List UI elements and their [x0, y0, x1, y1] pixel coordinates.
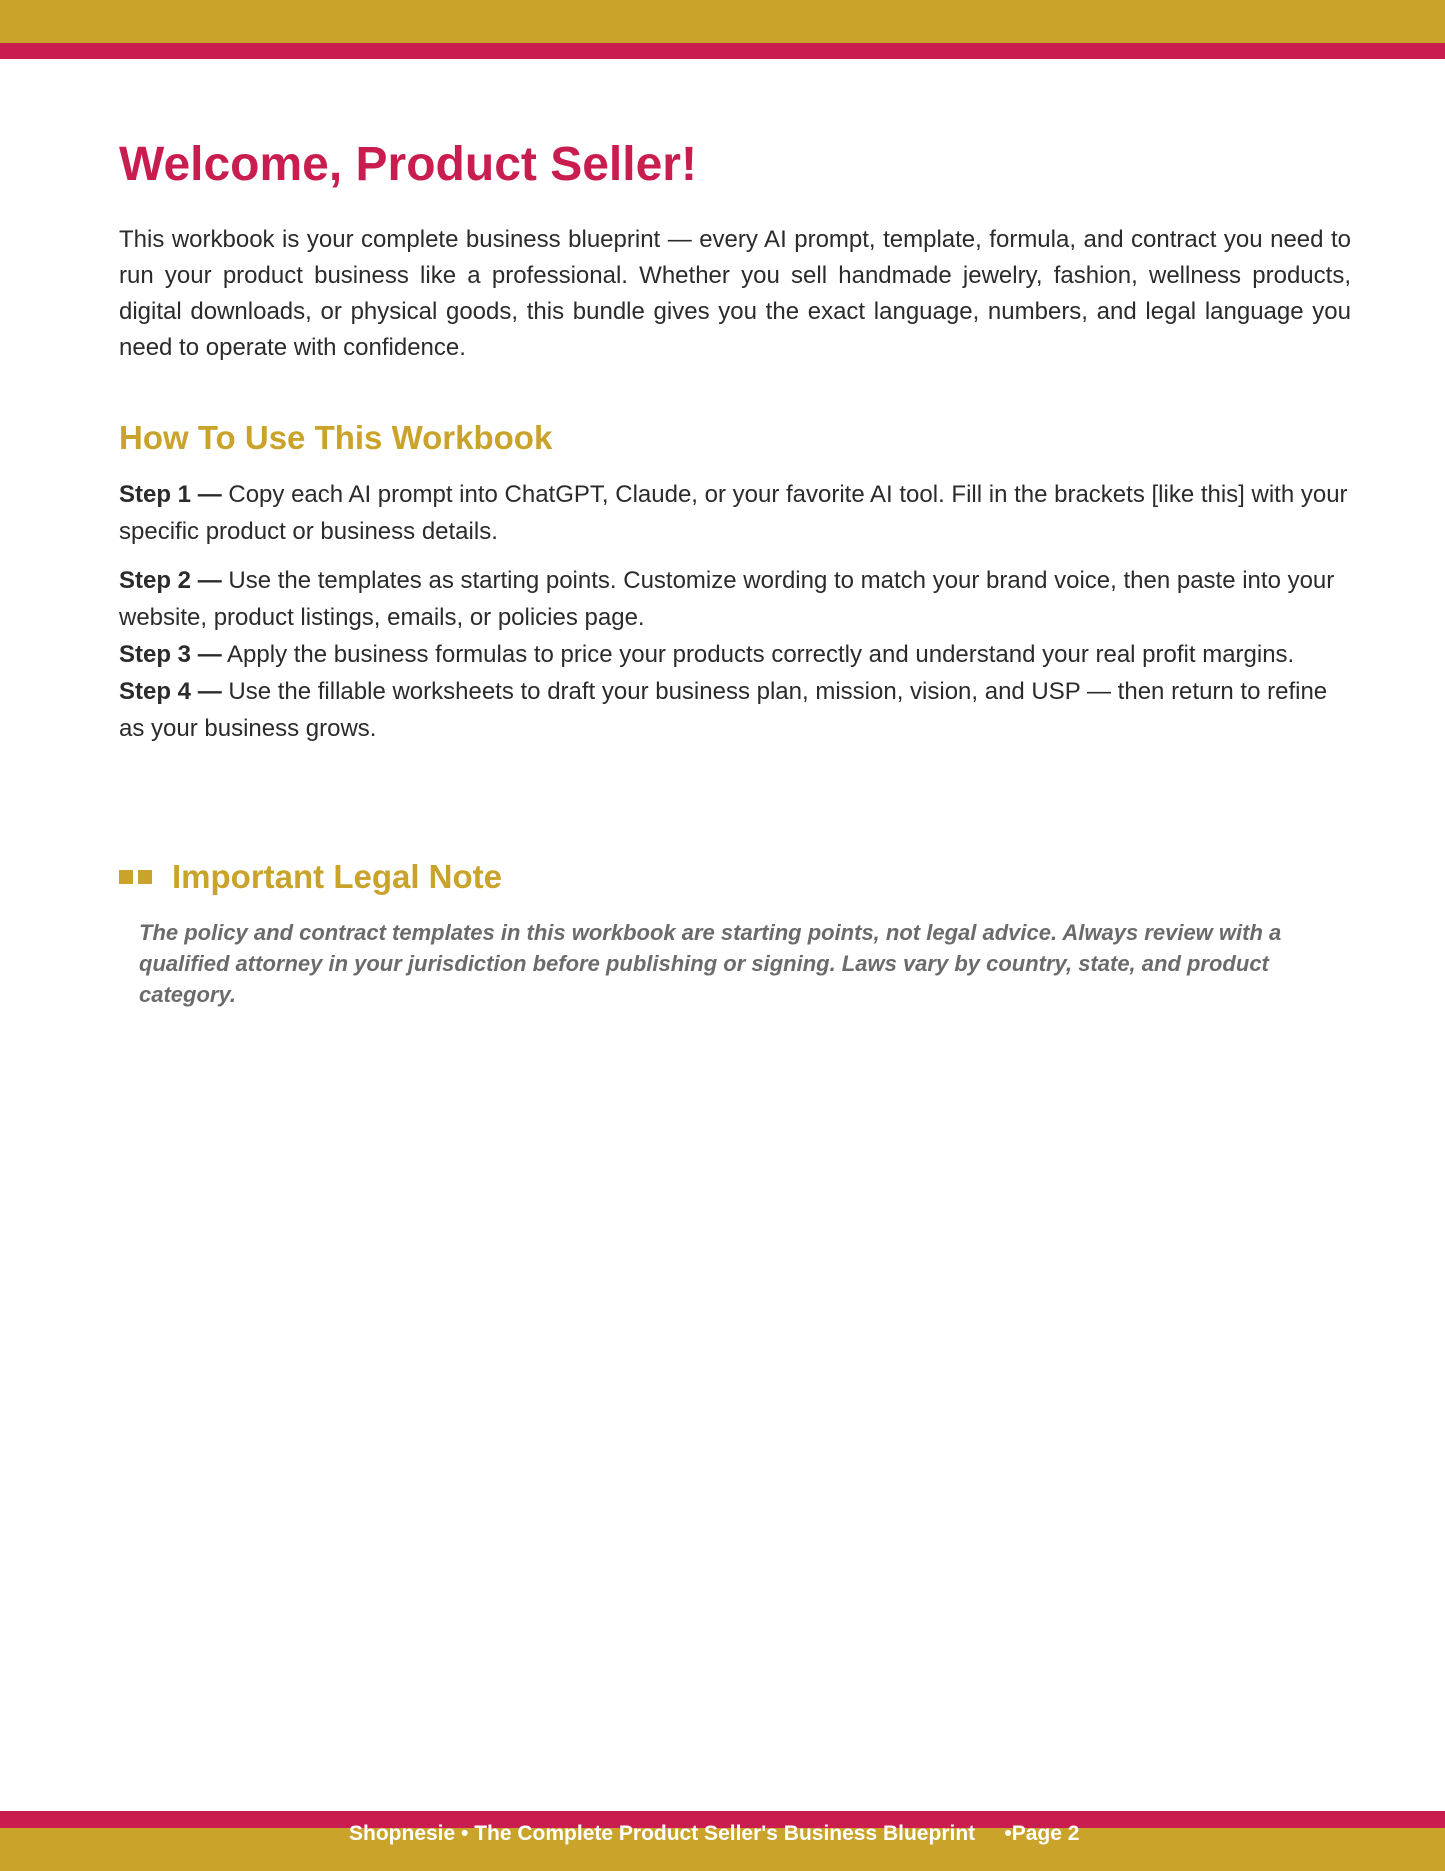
step-1-text: Copy each AI prompt into ChatGPT, Claude, or your favorite AI tool. Fill in the brackets [like this] with your specific product or business details. — [119, 481, 1348, 545]
double-square-icon — [119, 870, 152, 884]
step-4-text: Use the fillable worksheets to draft your business plan, mission, vision, and USP — then return to refine as your business grows. — [119, 678, 1328, 742]
header-gold-band — [0, 0, 1445, 43]
step-2 — [119, 562, 1351, 636]
how-to-heading: How To Use This Workbook — [119, 419, 553, 456]
step-1-label: Step 1 — — [119, 481, 222, 508]
intro-paragraph: This workbook is your complete business blueprint — every AI prompt, template, formula, and contract you need to run your product business like a professional. Whether you sell handmade jewelry, fashion, wellness products, digital downloads, or physical goods, this bundle gives you the exact language, numbers, and legal language you need to operate with confidence. — [119, 226, 1351, 361]
step-4-label: Step 4 — — [119, 678, 222, 705]
legal-note-header — [119, 855, 502, 899]
legal-note-text: The policy and contract templates in this workbook are starting points, not legal advice. Always review with a qualified attorney in your jurisdiction before publishing or signing. Laws vary by country, state, and product category. — [139, 920, 1282, 1007]
step-2-text: Use the templates as starting points. Customize wording to match your brand voice, then paste into your website, product listings, emails, or policies page. — [119, 567, 1335, 631]
step-2-label: Step 2 — — [119, 567, 222, 594]
page-title: Welcome, Product Seller! — [119, 138, 697, 191]
step-4 — [119, 673, 1351, 747]
footer-title: Shopnesie • The Complete Product Seller's Business Blueprint — [349, 1822, 976, 1845]
step-3 — [119, 636, 1351, 673]
legal-note-heading: Important Legal Note — [172, 858, 503, 895]
step-1 — [119, 476, 1351, 550]
page-content — [119, 130, 1351, 747]
page-number: •Page 2 — [1004, 1822, 1080, 1845]
step-3-label: Step 3 — — [119, 641, 222, 668]
step-3-text: Apply the business formulas to price your products correctly and understand your real profit margins. — [221, 641, 1295, 668]
header-red-band — [0, 43, 1445, 59]
footer — [349, 1820, 1079, 1848]
